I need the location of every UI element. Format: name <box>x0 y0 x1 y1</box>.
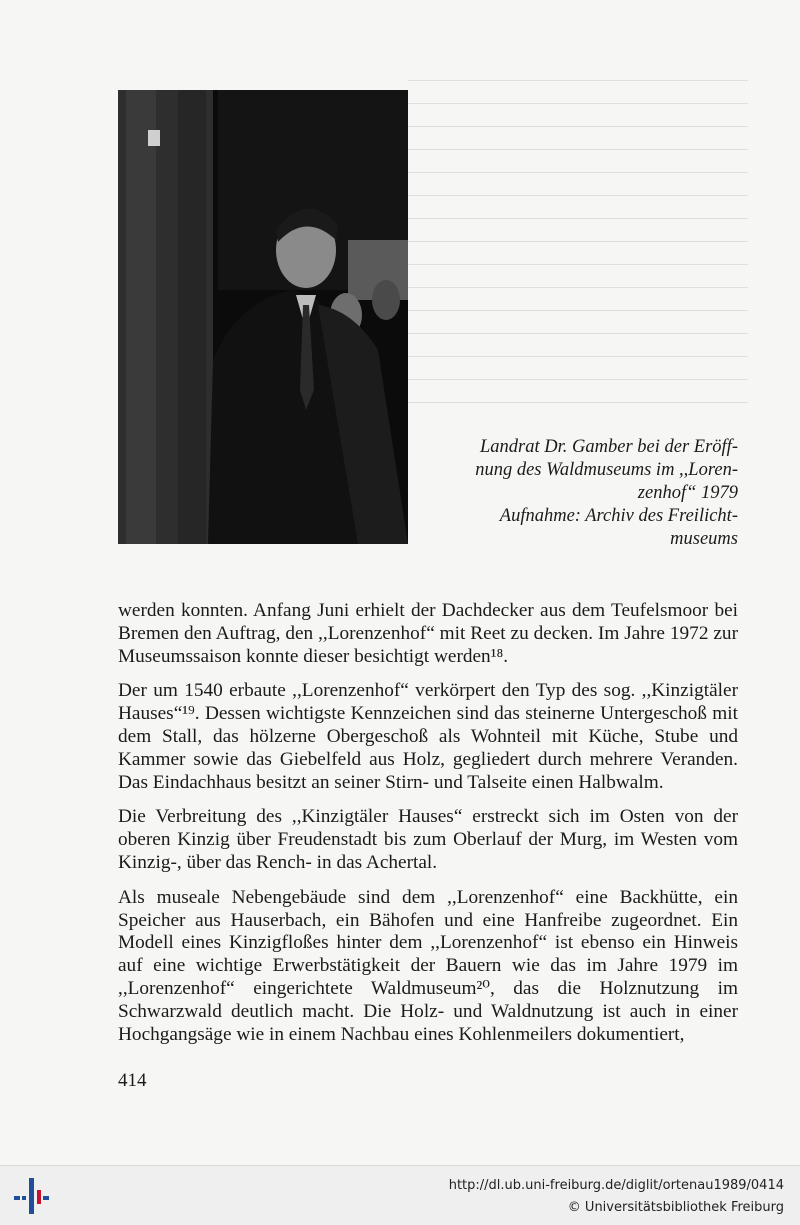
paragraph: Die Verbreitung des ,,Kinzigtäler Hauses“ erstreckt sich im Osten von der oberen Kinzig über Freudenstadt bis zum Oberlauf der Murg, im Westen vom Kinzig-, über das Rench- in das Achertal. <box>118 806 738 873</box>
caption-line: Landrat Dr. Gamber bei der Eröff- <box>480 437 738 457</box>
caption-credit-line: museums <box>670 529 738 549</box>
paragraph: werden konnten. Anfang Juni erhielt der Dachdecker aus dem Teufelsmoor bei Bremen den Auftrag, den ,,Lorenzenhof“ mit Reet zu decken. Im Jahre 1972 zur Museumssaison konnte dieser besichtigt werden¹⁸. <box>118 600 738 667</box>
page-number: 414 <box>118 1070 147 1091</box>
photo-caption <box>420 436 738 551</box>
caption-line: nung des Waldmuseums im ,,Loren- <box>475 460 738 480</box>
footer-bar <box>0 1165 800 1225</box>
caption-line: zenhof“ 1979 <box>637 483 738 503</box>
document-url-link[interactable]: http://dl.ub.uni-freiburg.de/diglit/ortenau1989/0414 <box>448 1178 784 1193</box>
library-logo-icon <box>12 1176 52 1216</box>
copyright-text: © Universitätsbibliothek Freiburg <box>567 1200 784 1215</box>
paragraph: Als museale Nebengebäude sind dem ,,Lorenzenhof“ eine Backhütte, ein Speicher aus Hauserbach, ein Bähofen und eine Hanfreibe zugeordnet. Ein Modell eines Kinzigfloßes hinter dem ,,Lorenzenhof“ ist ebenso ein Hinweis auf eine wichtige Erwerbstätigkeit der Bauern wie das im Jahre 1979 im ,,Lorenzenhof“ eingerichtete Waldmuseum²⁰, das die Holznutzung im Schwarzwald deutlich macht. Die Holz- und Waldnutzung ist auch in einer Hochgangsäge wie in einem Nachbau eines Kohlenmeilers dokumentiert, <box>118 886 738 1045</box>
body-text <box>118 600 738 1058</box>
paragraph: Der um 1540 erbaute ,,Lorenzenhof“ verkörpert den Typ des sog. ,,Kinzigtäler Hauses“¹⁹. Dessen wichtigste Kennzeichen sind das steinerne Untergeschoß mit dem Stall, das hölzerne Obergeschoß als Wohnteil mit Küche, Stube und Kammer sowie das Giebelfeld aus Holz, gegliedert durch mehrere Veranden. Das Eindachhaus besitzt an seiner Stirn- und Talseite einen Halbwalm. <box>118 680 738 793</box>
caption-credit-line: Aufnahme: Archiv des Freilicht- <box>499 506 738 526</box>
photograph <box>118 90 408 544</box>
